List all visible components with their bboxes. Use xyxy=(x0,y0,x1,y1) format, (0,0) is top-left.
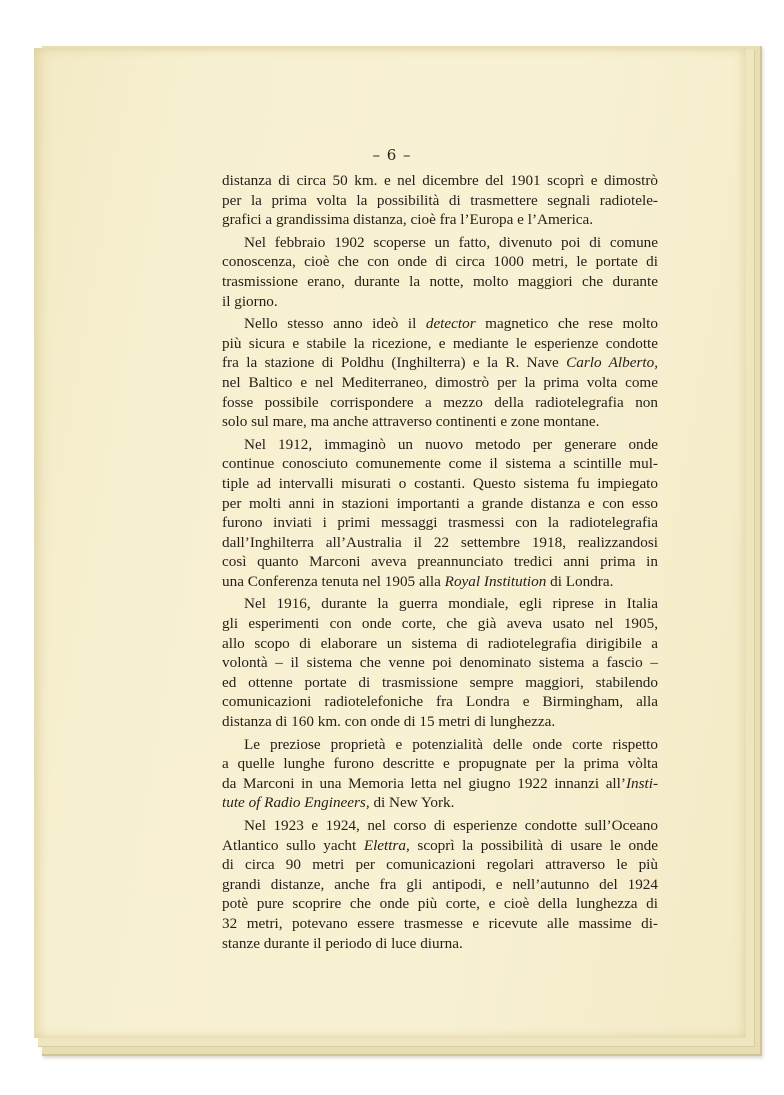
text-line: a quelle lunghe furono descritte e propugnate per la prima vòlta xyxy=(222,755,658,773)
text-line: distanza di 160 km. con onde di 15 metri di lunghezza. xyxy=(222,713,556,731)
text-line: Nel 1916, durante la guerra mondiale, egli riprese in Italia xyxy=(244,595,658,613)
text-line: ed ottenne portate di trasmissione sempre maggiori, stabilendo xyxy=(222,673,658,691)
text-line: 32 metri, potevano essere trasmesse e ricevute alle massime di- xyxy=(222,914,658,932)
text-line: Atlantico sullo yacht Elettra, scoprì la possibilità di usare le onde xyxy=(222,836,658,854)
text-line: Nello stesso anno ideò il detector magnetico che rese molto xyxy=(244,315,658,333)
text-line: gli esperimenti con onde corte, che già aveva usato nel 1905, xyxy=(222,615,658,633)
text-line: di circa 90 metri per comunicazioni regolari attraverso le più xyxy=(222,856,658,874)
text-line: tiple ad intervalli misurati o costanti. Questo sistema fu impiegato xyxy=(222,474,658,492)
text-line: per molti anni in stazioni importanti a grande distanza e con esso xyxy=(222,494,658,512)
paragraph xyxy=(222,735,658,813)
text-line: fosse possibile corrispondere a mezzo della radiotelegrafia non xyxy=(222,393,658,411)
text-line: fra la stazione di Poldhu (Inghilterra) e la R. Nave Carlo Alberto, xyxy=(222,354,658,372)
text-line: il giorno. xyxy=(222,292,278,310)
text-line: Nel 1912, immaginò un nuovo metodo per generare onde xyxy=(244,435,658,453)
text-line: conoscenza, cioè che con onde di circa 1000 metri, le portate di xyxy=(222,253,658,271)
text-line: Le preziose proprietà e potenzialità delle onde corte rispetto xyxy=(244,735,658,753)
text-line: furono inviati i primi messaggi trasmessi con la radiotelegrafia xyxy=(222,514,658,532)
text-line: tute of Radio Engineers, di New York. xyxy=(222,794,455,812)
text-line: nel Baltico e nel Mediterraneo, dimostrò per la prima volta come xyxy=(222,373,658,391)
text-line: continue conosciuto comunemente come il sistema a scintille mul- xyxy=(222,455,658,473)
text-line: allo scopo di elaborare un sistema di radiotelegrafia dirigibile a xyxy=(222,634,658,652)
text-line: da Marconi in una Memoria letta nel giugno 1922 innanzi all’Insti- xyxy=(222,774,658,792)
text-line: potè pure scoprire che onde più corte, e cioè della lunghezza di xyxy=(222,895,658,913)
text-line: per la prima volta la possibilità di trasmettere segnali radiotele- xyxy=(222,191,658,209)
text-line: comunicazioni radiotelefoniche fra Londra e Birmingham, alla xyxy=(222,693,658,711)
text-line: dall’Inghilterra all’Australia il 22 settembre 1918, realizzandosi xyxy=(222,533,658,551)
paragraph xyxy=(222,171,658,230)
text-line: più sicura e stabile la ricezione, e mediante le esperienze condotte xyxy=(222,334,658,352)
text-line: così quanto Marconi aveva preannunciato tredici anni prima in xyxy=(222,553,658,571)
text-line: stanze durante il periodo di luce diurna. xyxy=(222,934,463,952)
text-line: una Conferenza tenuta nel 1905 alla Royal Institution di Londra. xyxy=(222,572,614,590)
paragraph xyxy=(222,435,658,592)
paragraph xyxy=(222,594,658,731)
text-line: grafici a grandissima distanza, cioè fra l’Europa e l’America. xyxy=(222,211,594,229)
paragraph xyxy=(222,233,658,311)
paragraph xyxy=(222,816,658,953)
text-line: grandi distanze, anche fra gli antipodi, e nell’autunno del 1924 xyxy=(222,875,658,893)
text-line: trasmissione erano, durante la notte, molto maggiori che durante xyxy=(222,272,658,290)
text-line: solo sul mare, ma anche attraverso continenti e zone montane. xyxy=(222,413,600,431)
body-text xyxy=(222,171,658,956)
text-line: Nel 1923 e 1924, nel corso di esperienze condotte sull’Oceano xyxy=(244,817,658,834)
paragraph xyxy=(222,314,658,432)
page-number: – 6 – xyxy=(372,146,412,164)
text-line: volontà – il sistema che venne poi denominato sistema a fascio – xyxy=(222,654,658,672)
text-line: Nel febbraio 1902 scoperse un fatto, divenuto poi di comune xyxy=(244,233,658,251)
text-line: distanza di circa 50 km. e nel dicembre del 1901 scoprì e dimostrò xyxy=(222,172,658,189)
